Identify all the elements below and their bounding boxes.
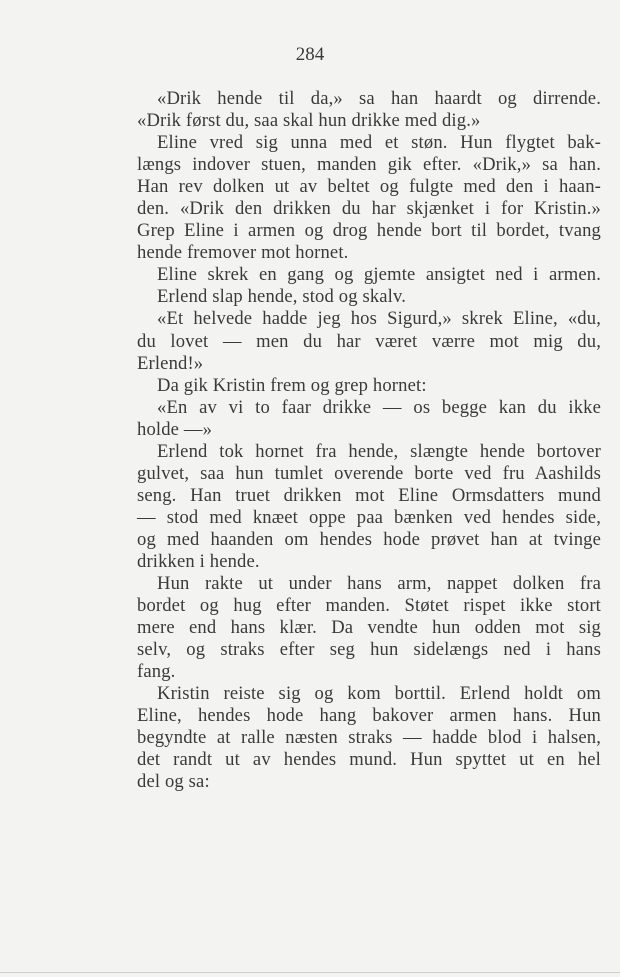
text-line: Erlend!» [137, 352, 204, 374]
text-line: hende fremover mot hornet. [137, 242, 349, 264]
text-line: Kristin reiste sig og kom borttil. Erlend holdt om [157, 683, 601, 705]
text-line: du lovet — men du har været værre mot mig du, [137, 330, 601, 352]
text-line: Eline skrek en gang og gjemte ansigtet ned i armen. [157, 264, 601, 286]
text-line: mere end hans klær. Da vendte hun odden mot sig [137, 617, 601, 639]
text-line: Erlend slap hende, stod og skalv. [157, 286, 407, 308]
text-line: Eline vred sig unna med et støn. Hun flygtet bak- [157, 132, 601, 154]
page-number: 284 [295, 44, 325, 65]
text-line: «Drik først du, saa skal hun drikke med dig.» [137, 110, 481, 132]
body-text [137, 88, 601, 794]
text-line: Hun rakte ut under hans arm, nappet dolken fra [157, 573, 601, 595]
text-line: holde —» [137, 418, 213, 440]
text-line: Da gik Kristin frem og grep hornet: [157, 374, 427, 396]
text-line: gulvet, saa hun tumlet overende borte ved fru Aashilds [137, 462, 601, 484]
text-line: og med haanden om hendes hode prøvet han at tvinge [137, 528, 601, 550]
text-line: — stod med knæet oppe paa bænken ved hendes side, [137, 506, 601, 528]
text-line: Eline, hendes hode hang bakover armen hans. Hun [137, 705, 601, 727]
text-line: selv, og straks efter seg hun sidelængs ned i hans [137, 639, 601, 661]
text-line: den. «Drik den drikken du har skjænket i for Kristin.» [137, 198, 601, 220]
text-line: fang. [137, 661, 176, 683]
text-line: Erlend tok hornet fra hende, slængte hende bortover [157, 440, 601, 462]
page-edge-divider [0, 972, 620, 973]
text-line: Han rev dolken ut av beltet og fulgte med den i haan- [137, 176, 601, 198]
text-line: «Drik hende til da,» sa han haardt og dirrende. [157, 88, 601, 109]
text-line: seng. Han truet drikken mot Eline Ormsdatters mund [137, 484, 601, 506]
text-line: Grep Eline i armen og drog hende bort til bordet, tvang [137, 220, 601, 242]
text-line: længs indover stuen, manden gik efter. «Drik,» sa han. [137, 154, 601, 176]
text-line: det randt ut av hendes mund. Hun spyttet ut en hel [137, 749, 601, 771]
text-line: drikken i hende. [137, 550, 260, 572]
text-line: «Et helvede hadde jeg hos Sigurd,» skrek Eline, «du, [157, 308, 601, 330]
text-line: «En av vi to faar drikke — os begge kan du ikke [157, 396, 601, 418]
text-line: del og sa: [137, 771, 210, 793]
text-line: begyndte at ralle næsten straks — hadde blod i halsen, [137, 727, 601, 749]
text-line: bordet og hug efter manden. Støtet rispet ikke stort [137, 595, 601, 617]
